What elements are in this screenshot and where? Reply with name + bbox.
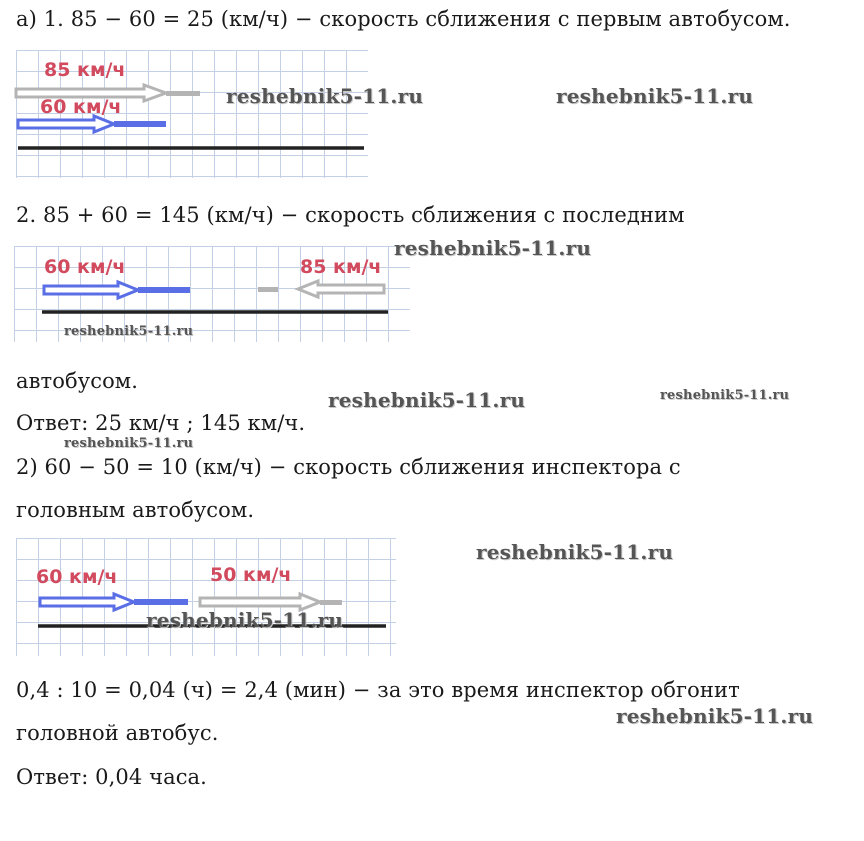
watermark: reshebnik5-11.ru <box>146 608 344 632</box>
diagram-3-svg <box>16 538 396 656</box>
speed-label-85: 85 км/ч <box>300 256 382 278</box>
line-part-a-1: а) 1. 85 − 60 = 25 (км/ч) − скорость сближения с первым автобусом. <box>16 7 791 31</box>
diagram-1 <box>16 50 368 178</box>
blue-arrow <box>18 116 166 132</box>
watermark: reshebnik5-11.ru <box>616 704 814 728</box>
speed-label-50: 50 км/ч <box>210 564 292 586</box>
line-part-a-2: 2. 85 + 60 = 145 (км/ч) − скорость сближения с последним <box>16 203 685 227</box>
line-part-2-calc-cont: головной автобус. <box>16 721 219 745</box>
speed-label-60: 60 км/ч <box>40 96 122 118</box>
line-part-2-calc: 0,4 : 10 = 0,04 (ч) = 2,4 (мин) − за это время инспектор обгонит <box>16 678 740 702</box>
answer-part-2: Ответ: 0,04 часа. <box>16 765 207 789</box>
watermark: reshebnik5-11.ru <box>64 324 194 339</box>
answer-part-a: Ответ: 25 км/ч ; 145 км/ч. <box>16 411 306 435</box>
watermark: reshebnik5-11.ru <box>660 388 790 403</box>
gray-arrow-reverse <box>258 281 384 297</box>
watermark: reshebnik5-11.ru <box>64 436 194 451</box>
line-part-2: 2) 60 − 50 = 10 (км/ч) − скорость сближения инспектора с <box>16 455 681 479</box>
speed-label-60: 60 км/ч <box>44 256 126 278</box>
watermark: reshebnik5-11.ru <box>226 84 424 108</box>
line-part-a-2-cont: автобусом. <box>16 369 139 393</box>
watermark: reshebnik5-11.ru <box>476 540 674 564</box>
speed-label-85: 85 км/ч <box>44 59 126 81</box>
watermark: reshebnik5-11.ru <box>394 236 592 260</box>
diagram-3 <box>16 538 396 656</box>
watermark: reshebnik5-11.ru <box>328 388 526 412</box>
line-part-2-cont: головным автобусом. <box>16 498 255 522</box>
watermark: reshebnik5-11.ru <box>556 84 754 108</box>
speed-label-60: 60 км/ч <box>36 566 118 588</box>
blue-arrow <box>44 282 190 298</box>
